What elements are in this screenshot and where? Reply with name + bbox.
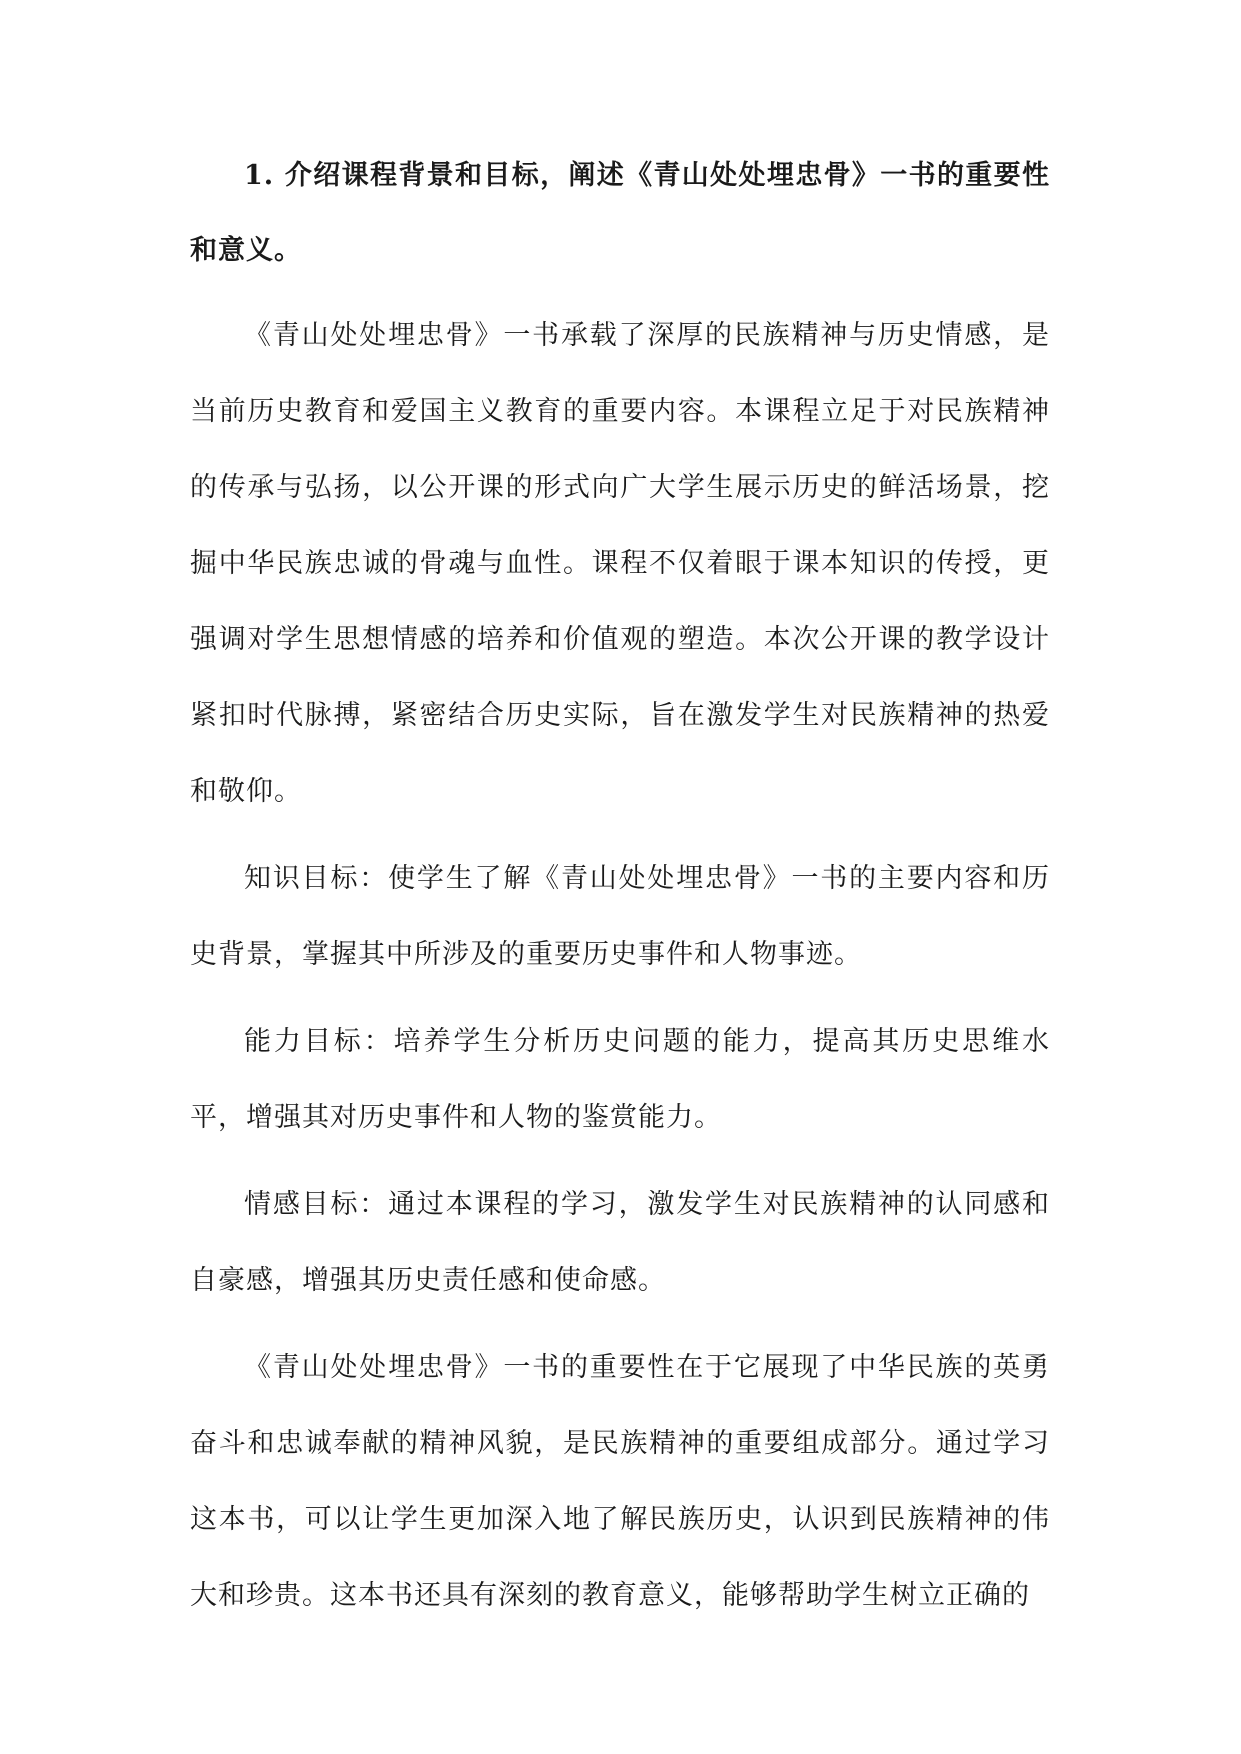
section-heading: 1. 介绍课程背景和目标，阐述《青山处处埋忠骨》一书的重要性和意义。 (190, 160, 1050, 266)
paragraph-emotion-goal: 情感目标：通过本课程的学习，激发学生对民族精神的认同感和自豪感，增强其历史责任感和使命感。 (190, 1189, 1050, 1296)
paragraph-knowledge-goal: 知识目标：使学生了解《青山处处埋忠骨》一书的主要内容和历史背景，掌握其中所涉及的重要历史事件和人物事迹。 (190, 863, 1050, 970)
paragraph-significance: 《青山处处埋忠骨》一书的重要性在于它展现了中华民族的英勇奋斗和忠诚奉献的精神风貌，是民族精神的重要组成部分。通过学习这本书，可以让学生更加深入地了解民族历史，认识到民族精神的伟大和珍贵。这本书还具有深刻的教育意义，能够帮助学生树立正确的 (190, 1352, 1050, 1611)
document-body (190, 138, 1050, 1645)
paragraph-background: 《青山处处埋忠骨》一书承载了深厚的民族精神与历史情感，是当前历史教育和爱国主义教育的重要内容。本课程立足于对民族精神的传承与弘扬，以公开课的形式向广大学生展示历史的鲜活场景，挖掘中华民族忠诚的骨魂与血性。课程不仅着眼于课本知识的传授，更强调对学生思想情感的培养和价值观的塑造。本次公开课的教学设计紧扣时代脉搏，紧密结合历史实际，旨在激发学生对民族精神的热爱和敬仰。 (190, 320, 1050, 807)
paragraph-ability-goal: 能力目标：培养学生分析历史问题的能力，提高其历史思维水平，增强其对历史事件和人物的鉴赏能力。 (190, 1026, 1050, 1133)
